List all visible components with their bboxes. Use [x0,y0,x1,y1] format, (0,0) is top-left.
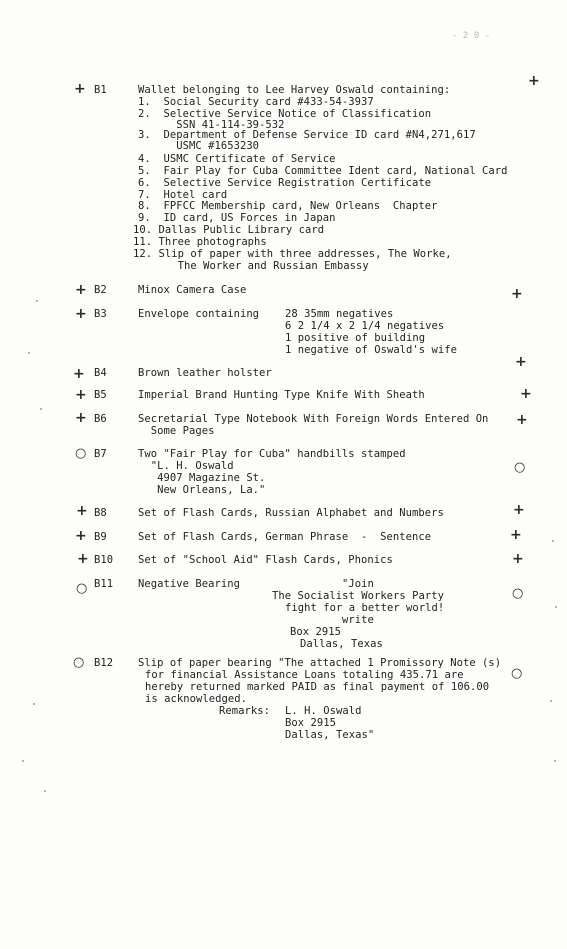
scan-speck [33,703,35,705]
item-b7-line: "L. H. Oswald [138,460,234,472]
item-b3-line: 28 35mm negatives [285,308,394,320]
item-b1-line: The Worker and Russian Embassy [133,260,369,272]
check-mark-icon: + [75,387,87,403]
circle-mark-icon: ○ [512,586,524,601]
item-code-b3: B3 [94,308,107,320]
item-b8-desc: Set of Flash Cards, Russian Alphabet and Numbers [138,507,444,519]
circle-mark-icon: ○ [514,460,526,475]
item-b3-desc: Envelope containing [138,308,260,320]
item-b3-line: 6 2 1/4 x 2 1/4 negatives [285,320,445,332]
check-mark-icon: + [516,412,528,428]
check-mark-icon: + [513,502,525,518]
item-b1-line: 7. Hotel card [138,189,228,201]
item-b1-line: 2. Selective Service Notice of Classification [138,108,432,120]
item-code-b1: B1 [94,84,107,96]
item-b1-line: 9. ID card, US Forces in Japan [138,212,336,224]
item-b11-line: fight for a better world! [285,602,445,614]
item-code-b7: B7 [94,448,107,460]
scan-speck [554,760,556,762]
item-b12-line: Slip of paper bearing "The attached 1 Promissory Note (s) [138,657,502,669]
circle-mark-icon: ○ [76,581,88,596]
check-mark-icon: + [77,551,89,567]
check-mark-icon: + [75,282,87,298]
item-b1-line: 4. USMC Certificate of Service [138,153,336,165]
circle-mark-icon: ○ [73,655,85,670]
item-b1-line: SSN 41-114-39-532 [138,119,285,131]
item-b12-line: is acknowledged. [145,693,247,705]
check-mark-icon: + [73,366,85,382]
scan-speck [22,760,24,762]
item-b11-line: Box 2915 [290,626,341,638]
item-b3-line: 1 negative of Oswald's wife [285,344,458,356]
item-code-b2: B2 [94,284,107,296]
circle-mark-icon: ○ [511,666,523,681]
item-b5-desc: Imperial Brand Hunting Type Knife With Sheath [138,389,425,401]
item-b11-line: The Socialist Workers Party [272,590,445,602]
item-b9-desc: Set of Flash Cards, German Phrase - Sentence [138,531,432,543]
item-code-b5: B5 [94,389,107,401]
item-b6-line: Secretarial Type Notebook With Foreign Words Entered On [138,413,489,425]
check-mark-icon: + [75,410,87,426]
check-mark-icon: + [528,73,540,89]
scan-speck [555,606,557,608]
item-b12-line: for financial Assistance Loans totaling 435.71 are [145,669,464,681]
item-b6-line: Some Pages [138,425,215,437]
item-b1-line: 10. Dallas Public Library card [133,224,325,236]
check-mark-icon: + [75,306,87,322]
item-b1-title: Wallet belonging to Lee Harvey Oswald containing: [138,84,451,96]
item-b1-line: 3. Department of Defense Service ID card #N4,271,617 [138,129,476,141]
check-mark-icon: + [510,527,522,543]
item-b11-line: write [342,614,374,626]
item-code-b10: B10 [94,554,114,566]
item-b7-line: 4907 Magazine St. [138,472,266,484]
item-b1-line: 8. FPFCC Membership card, New Orleans Chapter [138,200,438,212]
item-b12-line: hereby returned marked PAID as final payment of 106.00 [145,681,490,693]
item-b7-line: New Orleans, La." [138,484,266,496]
scan-speck [552,540,554,542]
scan-speck [44,790,46,792]
check-mark-icon: + [512,551,524,567]
item-b11-line: Dallas, Texas [300,638,383,650]
item-b1-line: 1. Social Security card #433-54-3937 [138,96,374,108]
item-code-b12: B12 [94,657,114,669]
check-mark-icon: + [520,386,532,402]
item-b1-line: USMC #1653230 [138,140,260,152]
check-mark-icon: + [75,528,87,544]
item-b12-remarks-line: L. H. Oswald [285,705,362,717]
item-b11-desc: Negative Bearing [138,578,240,590]
check-mark-icon: + [511,286,523,302]
item-b1-line: 11. Three photographs [133,236,267,248]
item-code-b9: B9 [94,531,107,543]
item-b7-line: Two "Fair Play for Cuba" handbills stamped [138,448,406,460]
item-b4-desc: Brown leather holster [138,367,272,379]
item-b2-desc: Minox Camera Case [138,284,247,296]
item-b1-line: 6. Selective Service Registration Certificate [138,177,432,189]
circle-mark-icon: ○ [75,446,87,461]
item-b12-remarks-line: Box 2915 [285,717,336,729]
item-b1-line: 12. Slip of paper with three addresses, The Worke, [133,248,452,260]
scan-speck [40,408,42,410]
item-b11-line: "Join [342,578,374,590]
check-mark-icon: + [76,503,88,519]
item-code-b6: B6 [94,413,107,425]
check-mark-icon: + [74,81,86,97]
check-mark-icon: + [515,354,527,370]
item-b3-line: 1 positive of building [285,332,426,344]
item-b1-line: 5. Fair Play for Cuba Committee Ident card, National Card [138,165,508,177]
item-b12-remarks-line: Dallas, Texas" [285,729,375,741]
scan-speck [28,352,30,354]
item-code-b8: B8 [94,507,107,519]
item-code-b11: B11 [94,578,114,590]
item-code-b4: B4 [94,367,107,379]
scan-speck [550,700,552,702]
scan-speck [36,300,38,302]
item-b10-desc: Set of "School Aid" Flash Cards, Phonics [138,554,393,566]
page-number: - 2 0 - [452,31,491,41]
item-b12-remarks-label: Remarks: [219,705,270,717]
